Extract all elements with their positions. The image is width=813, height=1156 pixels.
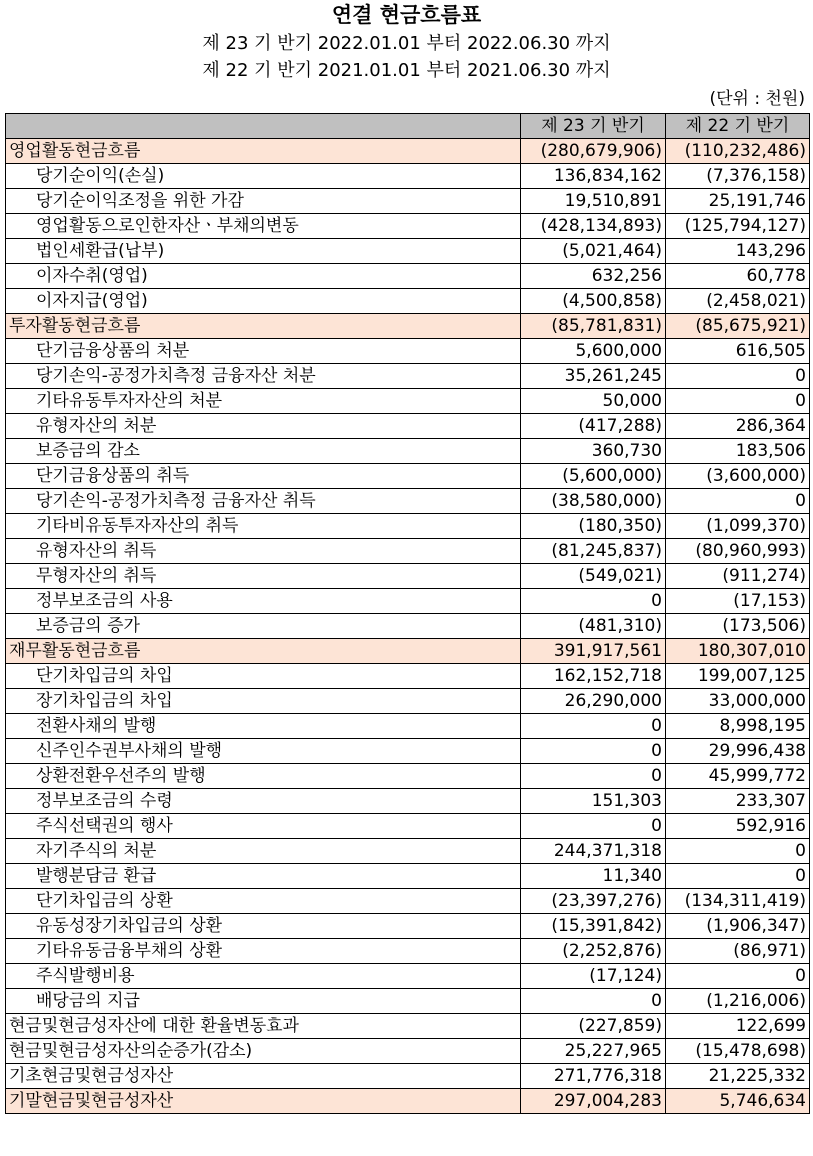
prior-period-value: (80,960,993) [666, 539, 810, 564]
table-row [6, 639, 810, 664]
table-row [6, 139, 810, 164]
current-period-value: 360,730 [521, 439, 666, 464]
table-row [6, 664, 810, 689]
row-label: 당기순이익조정을 위한 가감 [6, 189, 521, 214]
prior-period-value: 0 [666, 864, 810, 889]
prior-period-value: (1,906,347) [666, 914, 810, 939]
table-row [6, 189, 810, 214]
prior-period-value: (173,506) [666, 614, 810, 639]
table-row [6, 339, 810, 364]
row-label: 영업활동으로인한자산ㆍ부채의변동 [6, 214, 521, 239]
table-row [6, 939, 810, 964]
row-label: 현금및현금성자산의순증가(감소) [6, 1039, 521, 1064]
table-row [6, 739, 810, 764]
row-label: 법인세환급(납부) [6, 239, 521, 264]
current-period-value: (38,580,000) [521, 489, 666, 514]
prior-period-value: 616,505 [666, 339, 810, 364]
prior-period-value: (15,478,698) [666, 1039, 810, 1064]
table-row [6, 964, 810, 989]
current-period-value: (417,288) [521, 414, 666, 439]
current-period-value: 0 [521, 589, 666, 614]
current-period-value: (4,500,858) [521, 289, 666, 314]
row-label: 상환전환우선주의 발행 [6, 764, 521, 789]
row-label: 이자수취(영업) [6, 264, 521, 289]
row-label: 단기차입금의 상환 [6, 889, 521, 914]
prior-period-value: (2,458,021) [666, 289, 810, 314]
row-label: 투자활동현금흐름 [6, 314, 521, 339]
current-period-value: 0 [521, 739, 666, 764]
table-row [6, 289, 810, 314]
current-period-value: (81,245,837) [521, 539, 666, 564]
table-row [6, 539, 810, 564]
table-header-row [6, 114, 810, 139]
current-period-value: 0 [521, 714, 666, 739]
table-row [6, 464, 810, 489]
row-label: 단기금융상품의 취득 [6, 464, 521, 489]
current-period-value: (15,391,842) [521, 914, 666, 939]
current-period-value: 244,371,318 [521, 839, 666, 864]
row-label: 주식발행비용 [6, 964, 521, 989]
table-row [6, 789, 810, 814]
prior-period-value: (86,971) [666, 939, 810, 964]
prior-period-value: (1,216,006) [666, 989, 810, 1014]
period-current: 제 23 기 반기 2022.01.01 부터 2022.06.30 까지 [202, 33, 611, 54]
prior-period-value: (1,099,370) [666, 514, 810, 539]
table-row [6, 614, 810, 639]
prior-period-value: 25,191,746 [666, 189, 810, 214]
header-prior-period: 제 22 기 반기 [666, 114, 810, 139]
prior-period-value: (911,274) [666, 564, 810, 589]
table-row [6, 564, 810, 589]
prior-period-value: (7,376,158) [666, 164, 810, 189]
table-row [6, 264, 810, 289]
row-label: 현금및현금성자산에 대한 환율변동효과 [6, 1014, 521, 1039]
row-label: 기타유동투자자산의 처분 [6, 389, 521, 414]
table-row [6, 889, 810, 914]
current-period-value: (5,021,464) [521, 239, 666, 264]
current-period-value: 0 [521, 989, 666, 1014]
row-label: 무형자산의 취득 [6, 564, 521, 589]
row-label: 유형자산의 취득 [6, 539, 521, 564]
period-prior: 제 22 기 반기 2021.01.01 부터 2021.06.30 까지 [202, 60, 611, 81]
row-label: 기말현금및현금성자산 [6, 1089, 521, 1114]
row-label: 당기손익-공정가치측정 금융자산 처분 [6, 364, 521, 389]
table-row [6, 839, 810, 864]
current-period-value: (23,397,276) [521, 889, 666, 914]
header-current-period: 제 23 기 반기 [521, 114, 666, 139]
prior-period-value: 45,999,772 [666, 764, 810, 789]
table-row [6, 914, 810, 939]
table-row [6, 814, 810, 839]
prior-period-value: 143,296 [666, 239, 810, 264]
row-label: 영업활동현금흐름 [6, 139, 521, 164]
table-row [6, 439, 810, 464]
prior-period-value: 180,307,010 [666, 639, 810, 664]
table-row [6, 214, 810, 239]
row-label: 당기손익-공정가치측정 금융자산 취득 [6, 489, 521, 514]
table-row [6, 414, 810, 439]
table-row [6, 989, 810, 1014]
prior-period-value: (17,153) [666, 589, 810, 614]
row-label: 주식선택권의 행사 [6, 814, 521, 839]
current-period-value: (227,859) [521, 1014, 666, 1039]
current-period-value: 136,834,162 [521, 164, 666, 189]
prior-period-value: 122,699 [666, 1014, 810, 1039]
row-label: 단기차입금의 차입 [6, 664, 521, 689]
current-period-value: (428,134,893) [521, 214, 666, 239]
current-period-value: 151,303 [521, 789, 666, 814]
table-row [6, 364, 810, 389]
prior-period-value: (85,675,921) [666, 314, 810, 339]
current-period-value: 632,256 [521, 264, 666, 289]
current-period-value: (17,124) [521, 964, 666, 989]
current-period-value: 35,261,245 [521, 364, 666, 389]
current-period-value: (85,781,831) [521, 314, 666, 339]
table-row [6, 1039, 810, 1064]
table-row [6, 864, 810, 889]
table-row [6, 764, 810, 789]
header-label-column [6, 114, 521, 139]
prior-period-value: (110,232,486) [666, 139, 810, 164]
prior-period-value: 29,996,438 [666, 739, 810, 764]
prior-period-value: 8,998,195 [666, 714, 810, 739]
current-period-value: 11,340 [521, 864, 666, 889]
row-label: 단기금융상품의 처분 [6, 339, 521, 364]
cash-flow-table [5, 113, 810, 1114]
table-row [6, 514, 810, 539]
row-label: 보증금의 증가 [6, 614, 521, 639]
current-period-value: 25,227,965 [521, 1039, 666, 1064]
prior-period-value: 0 [666, 489, 810, 514]
prior-period-value: 0 [666, 389, 810, 414]
table-row [6, 1064, 810, 1089]
table-row [6, 689, 810, 714]
prior-period-value: (3,600,000) [666, 464, 810, 489]
row-label: 정부보조금의 수령 [6, 789, 521, 814]
prior-period-value: 33,000,000 [666, 689, 810, 714]
current-period-value: (2,252,876) [521, 939, 666, 964]
prior-period-value: 60,778 [666, 264, 810, 289]
current-period-value: (549,021) [521, 564, 666, 589]
current-period-value: (180,350) [521, 514, 666, 539]
row-label: 기초현금및현금성자산 [6, 1064, 521, 1089]
table-row [6, 164, 810, 189]
row-label: 재무활동현금흐름 [6, 639, 521, 664]
table-row [6, 489, 810, 514]
current-period-value: 297,004,283 [521, 1089, 666, 1114]
current-period-value: 271,776,318 [521, 1064, 666, 1089]
prior-period-value: 0 [666, 964, 810, 989]
current-period-value: 19,510,891 [521, 189, 666, 214]
prior-period-value: 286,364 [666, 414, 810, 439]
row-label: 정부보조금의 사용 [6, 589, 521, 614]
prior-period-value: 199,007,125 [666, 664, 810, 689]
row-label: 유동성장기차입금의 상환 [6, 914, 521, 939]
prior-period-value: 5,746,634 [666, 1089, 810, 1114]
current-period-value: 0 [521, 814, 666, 839]
current-period-value: (5,600,000) [521, 464, 666, 489]
current-period-value: (481,310) [521, 614, 666, 639]
prior-period-value: (134,311,419) [666, 889, 810, 914]
current-period-value: 26,290,000 [521, 689, 666, 714]
prior-period-value: 183,506 [666, 439, 810, 464]
row-label: 이자지급(영업) [6, 289, 521, 314]
row-label: 보증금의 감소 [6, 439, 521, 464]
row-label: 유형자산의 처분 [6, 414, 521, 439]
row-label: 기타비유동투자자산의 취득 [6, 514, 521, 539]
row-label: 신주인수권부사채의 발행 [6, 739, 521, 764]
current-period-value: 162,152,718 [521, 664, 666, 689]
current-period-value: 0 [521, 764, 666, 789]
table-row [6, 1014, 810, 1039]
current-period-value: 5,600,000 [521, 339, 666, 364]
row-label: 장기차입금의 차입 [6, 689, 521, 714]
table-row [6, 239, 810, 264]
row-label: 전환사채의 발행 [6, 714, 521, 739]
row-label: 자기주식의 처분 [6, 839, 521, 864]
row-label: 당기순이익(손실) [6, 164, 521, 189]
table-row [6, 314, 810, 339]
prior-period-value: (125,794,127) [666, 214, 810, 239]
table-row [6, 389, 810, 414]
prior-period-value: 0 [666, 839, 810, 864]
current-period-value: 391,917,561 [521, 639, 666, 664]
current-period-value: 50,000 [521, 389, 666, 414]
table-row [6, 1089, 810, 1114]
table-row [6, 589, 810, 614]
prior-period-value: 233,307 [666, 789, 810, 814]
prior-period-value: 0 [666, 364, 810, 389]
table-row [6, 714, 810, 739]
prior-period-value: 21,225,332 [666, 1064, 810, 1089]
row-label: 기타유동금융부채의 상환 [6, 939, 521, 964]
row-label: 배당금의 지급 [6, 989, 521, 1014]
prior-period-value: 592,916 [666, 814, 810, 839]
row-label: 발행분담금 환급 [6, 864, 521, 889]
current-period-value: (280,679,906) [521, 139, 666, 164]
unit-label: (단위 : 천원) [709, 89, 805, 109]
statement-title: 연결 현금흐름표 [331, 2, 482, 27]
